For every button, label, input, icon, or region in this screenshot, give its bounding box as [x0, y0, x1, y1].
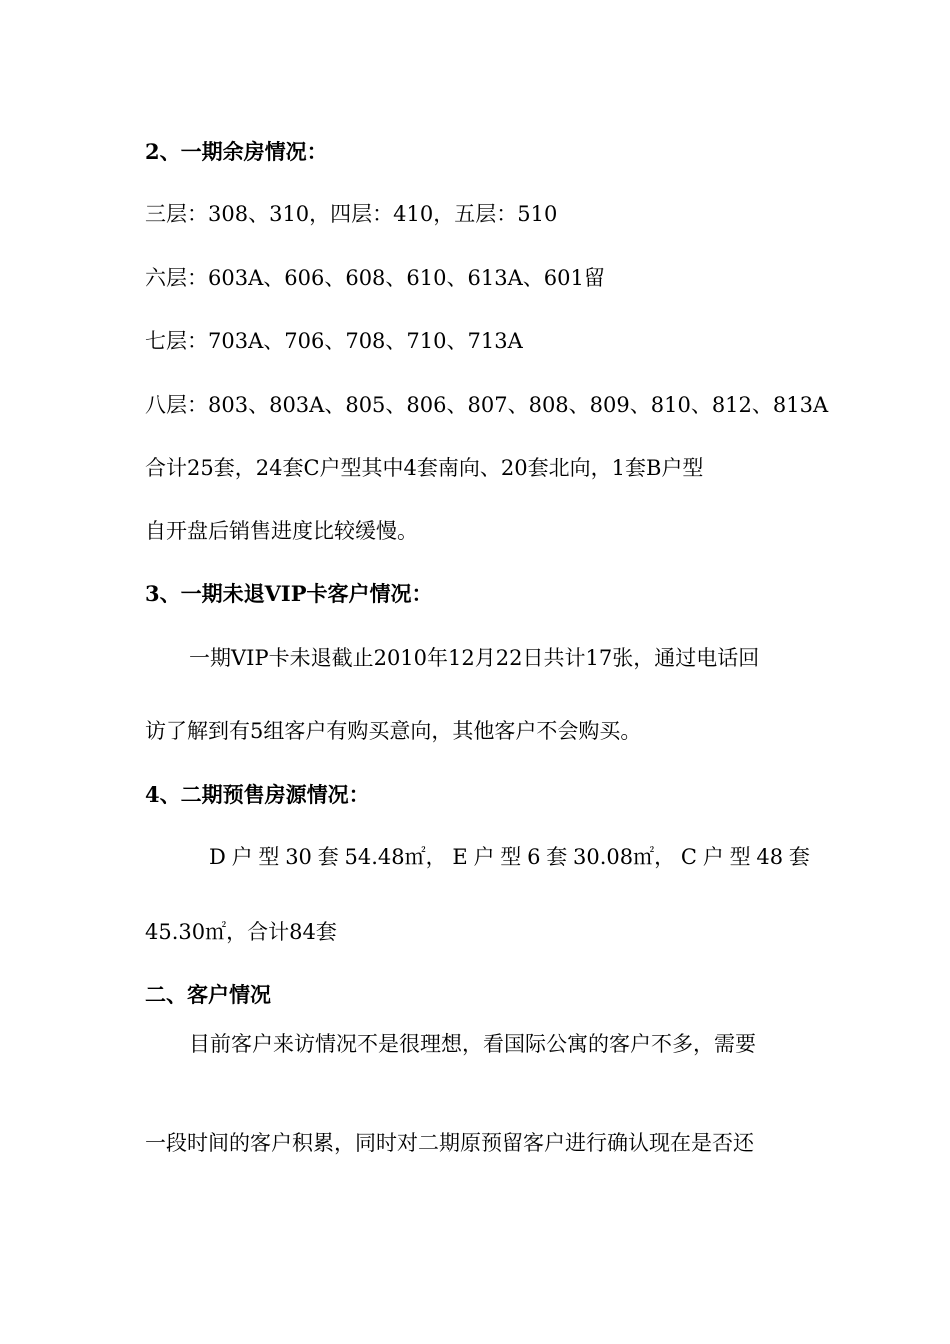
presale-text-part: 户 [231, 845, 253, 869]
customer-paragraph-line-1: 目前客户来访情况不是很理想，看国际公寓的客户不多，需要 [189, 1032, 756, 1056]
section-4-heading: 4、二期预售房源情况： [145, 782, 370, 807]
part-2-heading: 二、客户情况 [145, 982, 271, 1007]
vip-paragraph-line-2: 访了解到有5组客户有购买意向，其他客户不会购买。 [145, 719, 642, 743]
total-units-line: 合计25套，24套C户型其中4套南向、20套北向，1套B户型 [145, 456, 704, 480]
floors-3-5-line: 三层：308、310，四层：410，五层：510 [145, 202, 558, 226]
presale-text-part: C [680, 845, 697, 869]
sales-progress-line: 自开盘后销售进度比较缓慢。 [145, 519, 418, 543]
presale-text-part: 54.48㎡， [344, 845, 447, 869]
presale-text-part: 套 [546, 845, 568, 869]
presale-text-part: 6 [527, 845, 541, 869]
presale-text-part: 30 [285, 845, 312, 869]
floor-7-line: 七层：703A、706、708、710、713A [145, 329, 523, 353]
presale-text-part: 户 [702, 845, 724, 869]
section-2-heading: 2、一期余房情况： [145, 139, 328, 164]
presale-text-part: 型 [500, 845, 522, 869]
presale-text-part: 30.08㎡， [573, 845, 676, 869]
presale-text-part: D [209, 845, 226, 869]
presale-text-part: 套 [317, 845, 339, 869]
floor-8-line: 八层：803、803A、805、806、807、808、809、810、812、813A [145, 393, 829, 417]
presale-text-part: 48 [756, 845, 784, 869]
section-3-heading: 3、一期未退VIP卡客户情况： [145, 581, 433, 606]
presale-text-part: 套 [788, 845, 810, 869]
floor-6-line: 六层：603A、606、608、610、613A、601留 [145, 266, 605, 290]
customer-paragraph-line-2: 一段时间的客户积累，同时对二期原预留客户进行确认现在是否还 [145, 1131, 754, 1155]
presale-text-part: 户 [473, 845, 495, 869]
presale-text-part: 型 [729, 845, 751, 869]
presale-text-part: E [452, 845, 468, 869]
presale-line-1 [145, 843, 810, 871]
presale-line-2: 45.30㎡，合计84套 [145, 920, 337, 944]
vip-paragraph-line-1: 一期VIP卡未退截止2010年12月22日共计17张，通过电话回 [189, 646, 760, 670]
presale-text-part: 型 [258, 845, 280, 869]
